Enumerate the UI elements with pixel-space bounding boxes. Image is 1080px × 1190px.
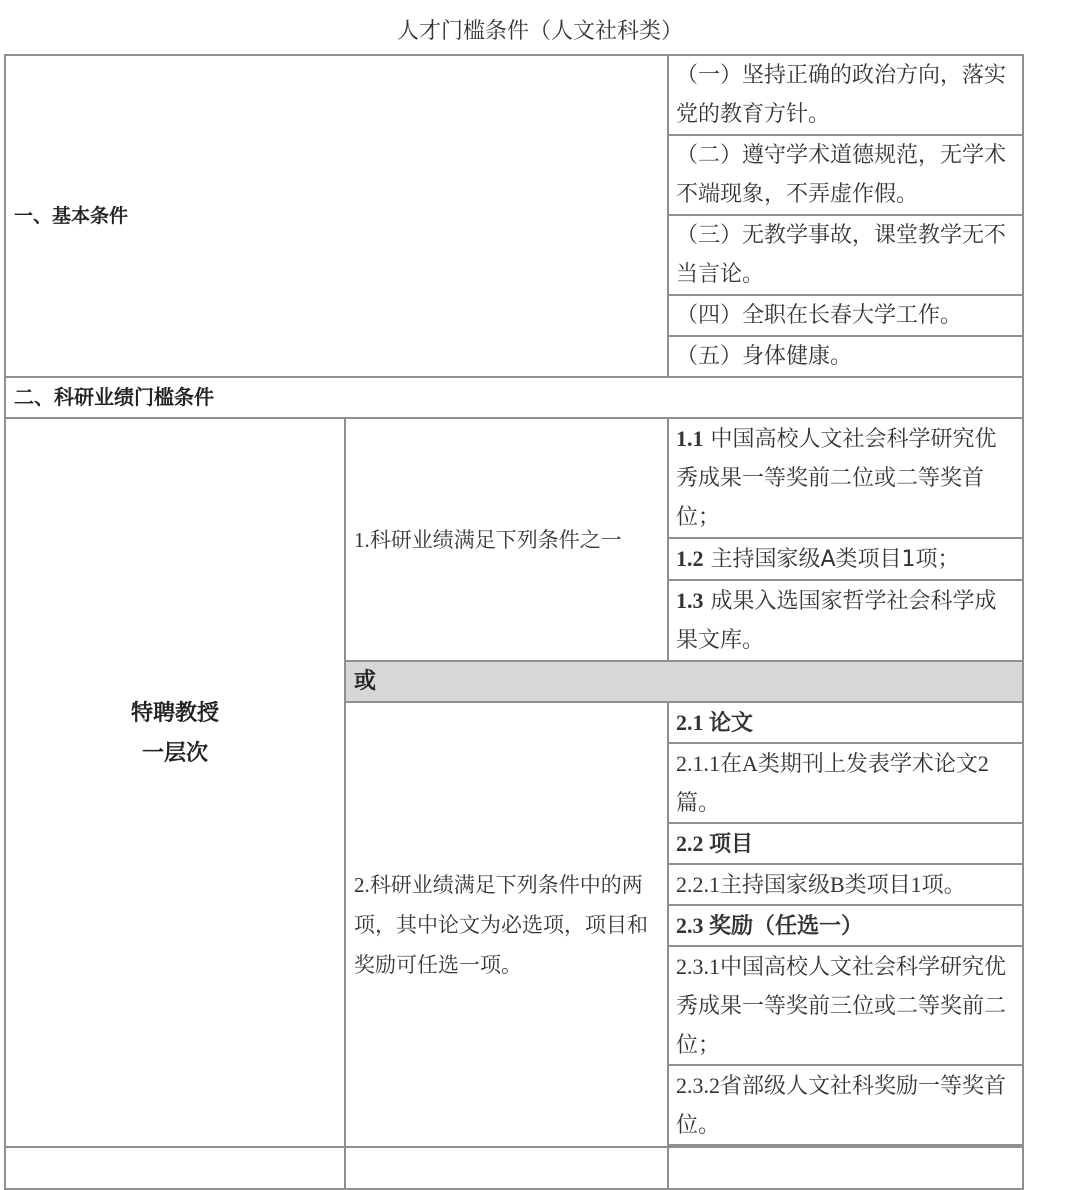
basic-item-4: （四）全职在长春大学工作。 <box>668 295 1023 336</box>
item-number: 1.2 <box>676 546 704 571</box>
option2-item-project: 2.2.1主持国家级B类项目1项。 <box>668 864 1023 905</box>
option2-heading-award: 2.3 奖励（任选一） <box>668 905 1023 946</box>
option1-condition-text: 1.科研业绩满足下列条件之一 <box>354 527 622 552</box>
option2-item-award-2: 2.3.2省部级人文社科奖励一等奖首位。 <box>668 1065 1023 1145</box>
option2-condition-text: 2.科研业绩满足下列条件中的两项，其中论文为必选项，项目和奖励可任选一项。 <box>354 872 648 977</box>
basic-item-3: （三）无教学事故，课堂教学无不当言论。 <box>668 215 1023 295</box>
table-row <box>5 377 1023 418</box>
item-text: 成果入选国家哲学社会科学成果文库。 <box>676 589 997 653</box>
table-row <box>5 55 1023 135</box>
page-title: 人才门槛条件（人文社科类） <box>396 19 683 44</box>
item-number: 1.1 <box>676 426 704 451</box>
item-text: 中国高校人文社会科学研究优秀成果一等奖前二位或二等奖首位； <box>676 427 997 530</box>
level-line-2: 一层次 <box>141 741 208 766</box>
next-cell-2 <box>345 1147 668 1189</box>
option1-item-3 <box>668 580 1023 661</box>
option2-heading-paper: 2.1 论文 <box>668 702 1023 743</box>
level-line-1: 特聘教授 <box>130 701 219 726</box>
item-number: 1.3 <box>676 588 704 613</box>
option2-item-paper: 2.1.1在A类期刊上发表学术论文2篇。 <box>668 743 1023 823</box>
level-label <box>5 418 345 1147</box>
table-row <box>5 418 1023 538</box>
next-cell-1 <box>5 1147 345 1189</box>
basic-item-1: （一）坚持正确的政治方向，落实党的教育方针。 <box>668 55 1023 135</box>
option1-item-1 <box>668 418 1023 538</box>
option1-condition <box>345 418 668 661</box>
or-separator: 或 <box>345 661 1023 702</box>
option2-condition <box>345 702 668 1147</box>
section-research-label: 二、科研业绩门槛条件 <box>5 377 1023 418</box>
option2-heading-project: 2.2 项目 <box>668 823 1023 864</box>
option1-item-2 <box>668 538 1023 580</box>
option2-item-award-1: 2.3.1中国高校人文社会科学研究优秀成果一等奖前三位或二等奖前二位； <box>668 946 1023 1065</box>
basic-item-2: （二）遵守学术道德规范，无学术不端现象，不弄虚作假。 <box>668 135 1023 215</box>
criteria-table <box>4 54 1024 1190</box>
section-basic-label: 一、基本条件 <box>5 55 668 377</box>
table-row-next <box>5 1147 1023 1189</box>
basic-item-5: （五）身体健康。 <box>668 336 1023 377</box>
item-text: 主持国家级A类项目1项； <box>703 547 960 572</box>
next-cell-3 <box>668 1147 1023 1189</box>
